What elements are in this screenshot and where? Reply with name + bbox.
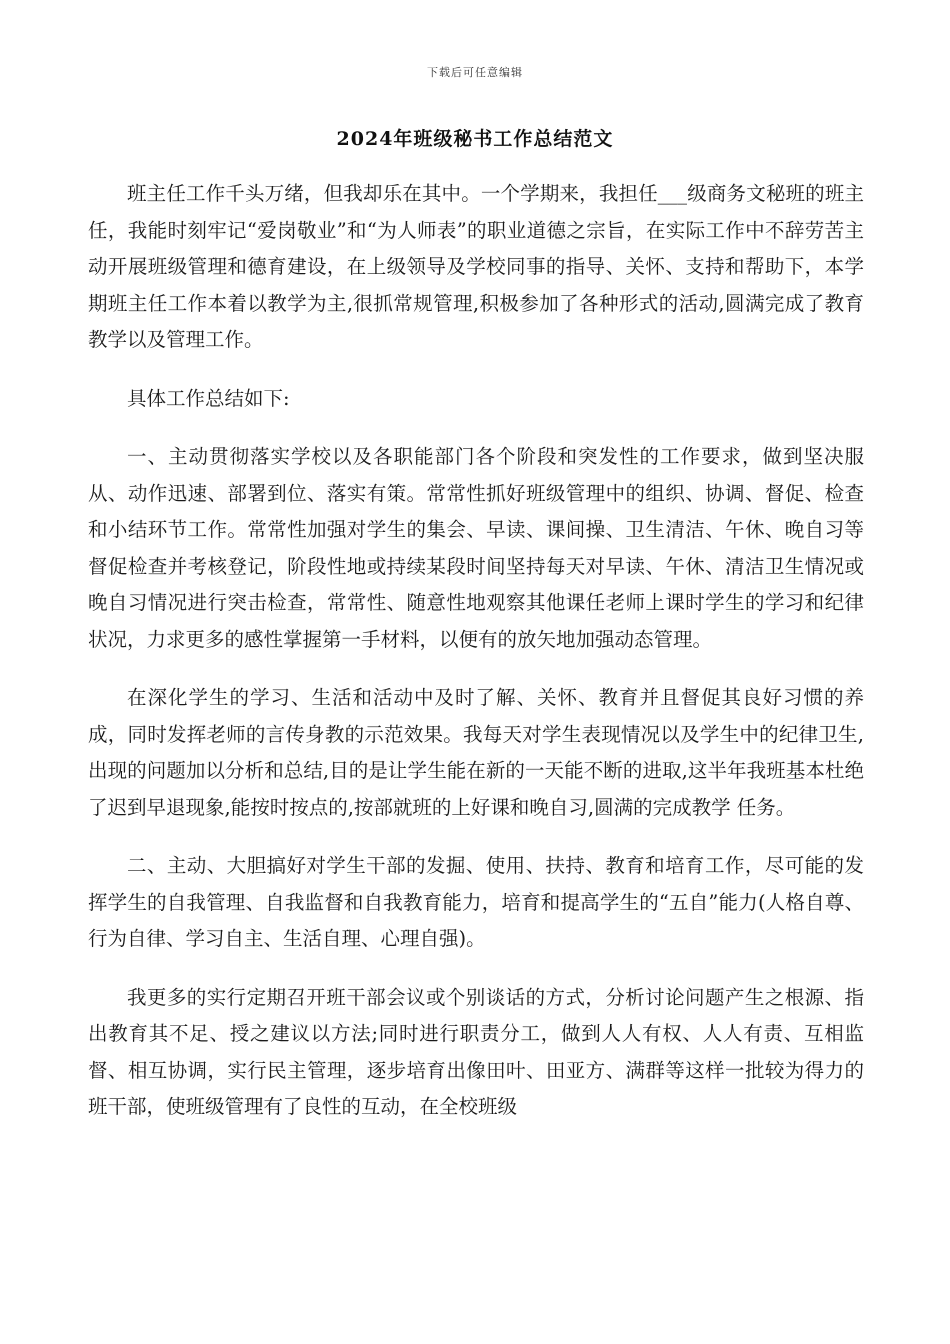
paragraph-habits: 在深化学生的学习、生活和活动中及时了解、关怀、教育并且督促其良好习惯的养成，同时发挥老师的言传身教的示范效果。我每天对学生表现情况以及学生中的纪律卫生,出现的问题加以分析和总结,目的是让学生能在新的一天能不断的进取,这半年我班基本杜绝了迟到早退现象,能按时按点的,按部就班的上好课和晚自习,圆满的完成教学 任务。 [88, 686, 864, 819]
paragraph-summary-lead: 具体工作总结如下: [127, 386, 290, 410]
document-body [88, 176, 864, 1126]
paragraph-section-two: 二、主动、大胆搞好对学生干部的发掘、使用、扶持、教育和培育工作，尽可能的发挥学生的自我管理、自我监督和自我教育能力，培育和提高学生的“五自”能力(人格自尊、行为自律、学习自主、生活自理、心理自强)。 [88, 854, 864, 950]
paragraph-intro: 班主任工作千头万绪，但我却乐在其中。一个学期来，我担任___级商务文秘班的班主任，我能时刻牢记“爱岗敬业”和“为人师表”的职业道德之宗旨，在实际工作中不辞劳苦主动开展班级管理和德育建设，在上级领导及学校同事的指导、关怀、支持和帮助下，本学期班主任工作本着以教学为主,很抓常规管理,积极参加了各种形式的活动,圆满完成了教育教学以及管理工作。 [88, 182, 864, 351]
document-title: 2024年班级秘书工作总结范文 [336, 128, 614, 150]
header-note: 下载后可任意编辑 [427, 66, 523, 79]
paragraph-section-one: 一、主动贯彻落实学校以及各职能部门各个阶段和突发性的工作要求，做到坚决服从、动作迅速、部署到位、落实有策。常常性抓好班级管理中的组织、协调、督促、检查和小结环节工作。常常性加强对学生的集会、早读、课间操、卫生清洁、午休、晚自习等督促检查并考核登记，阶段性地或持续某段时间坚持每天对早读、午休、清洁卫生情况或晚自习情况进行突击检查，常常性、随意性地观察其他课任老师上课时学生的学习和纪律状况，力求更多的感性掌握第一手材料，以便有的放矢地加强动态管理。 [88, 445, 864, 651]
paragraph-class-cadres: 我更多的实行定期召开班干部会议或个别谈话的方式，分析讨论问题产生之根源、指出教育其不足、授之建议以方法;同时进行职责分工，做到人人有权、人人有责、互相监督、相互协调，实行民主管理，逐步培育出像田叶、田亚方、满群等这样一批较为得力的班干部，使班级管理有了良性的互动，在全校班级 [88, 985, 864, 1118]
